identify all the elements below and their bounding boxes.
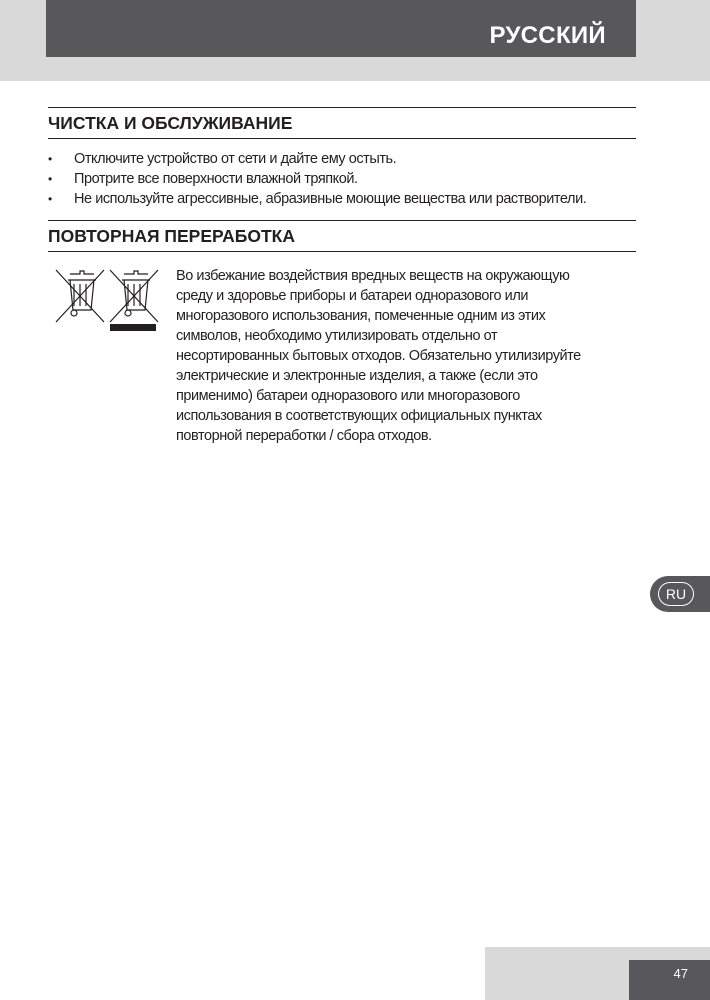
recycling-section-title: ПОВТОРНАЯ ПЕРЕРАБОТКА bbox=[48, 226, 295, 246]
recycling-section-heading bbox=[48, 220, 636, 252]
paragraph-line: несортированных бытовых отходов. Обязательно утилизируйте bbox=[176, 348, 581, 364]
divider bbox=[48, 138, 636, 139]
crossed-out-wheelie-bin-icon bbox=[52, 266, 162, 336]
cleaning-list bbox=[48, 149, 648, 209]
weee-symbols bbox=[52, 266, 162, 336]
paragraph-line: среду и здоровье приборы и батареи одноразового или bbox=[176, 288, 528, 304]
cleaning-section-heading bbox=[48, 107, 636, 139]
divider bbox=[48, 251, 636, 252]
list-item bbox=[48, 169, 648, 189]
language-title: РУССКИЙ bbox=[489, 22, 606, 49]
cleaning-section-title: ЧИСТКА И ОБСЛУЖИВАНИЕ bbox=[48, 113, 293, 133]
page-number: 47 bbox=[673, 966, 688, 981]
paragraph-line: применимо) батареи одноразового или многоразового bbox=[176, 388, 520, 404]
recycling-paragraph bbox=[176, 266, 626, 446]
list-item bbox=[48, 189, 648, 209]
language-code-badge: RU bbox=[658, 582, 694, 606]
paragraph-line: многоразового использования, помеченные одним из этих bbox=[176, 308, 546, 324]
paragraph-line: электрические и электронные изделия, а также (если это bbox=[176, 368, 538, 384]
list-item-text: Не используйте агрессивные, абразивные моющие вещества или растворители. bbox=[74, 191, 587, 207]
paragraph-line: символов, необходимо утилизировать отдельно от bbox=[176, 328, 498, 344]
paragraph-line: использования в соответствующих официальных пунктах bbox=[176, 408, 542, 424]
list-item-text: Протрите все поверхности влажной тряпкой. bbox=[74, 171, 358, 187]
bullet: • bbox=[48, 152, 52, 166]
header-bar bbox=[46, 0, 636, 57]
list-item-text: Отключите устройство от сети и дайте ему остыть. bbox=[74, 151, 397, 167]
language-tab bbox=[650, 576, 710, 612]
bullet: • bbox=[48, 192, 52, 206]
page-number-box bbox=[629, 960, 710, 1000]
crossed-out-wheelie-bin-with-bar-icon bbox=[110, 270, 158, 322]
paragraph-line: Во избежание воздействия вредных веществ на окружающую bbox=[176, 268, 570, 284]
list-item bbox=[48, 149, 648, 169]
bullet: • bbox=[48, 172, 52, 186]
paragraph-line: повторной переработки / сбора отходов. bbox=[176, 428, 432, 444]
